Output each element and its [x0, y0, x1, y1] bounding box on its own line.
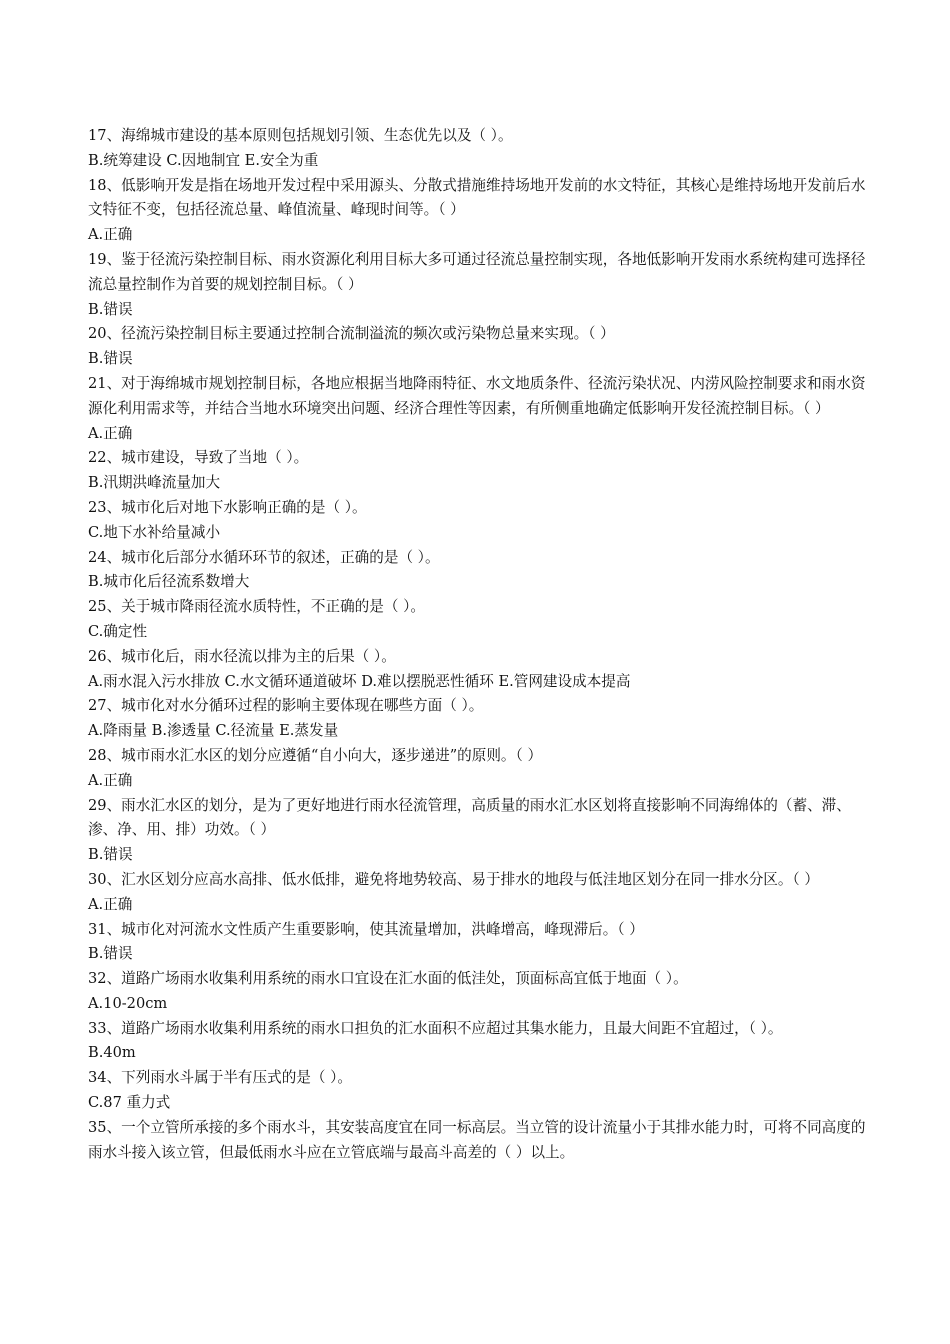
- question-21: 21、对于海绵城市规划控制目标，各地应根据当地降雨特征、水文地质条件、径流污染状况、内涝风险控制要求和雨水资源化利用需求等，并结合当地水环境突出问题、经济合理性等因素，有所侧重地确定低影响开发径流控制目标。（ ）: [88, 374, 866, 417]
- question-29: 29、雨水汇水区的划分，是为了更好地进行雨水径流管理，高质量的雨水汇水区划将直接影响不同海绵体的（蓄、滞、渗、净、用、排）功效。（ ）: [88, 796, 851, 839]
- question-35: 35、一个立管所承接的多个雨水斗，其安装高度宜在同一标高层。当立管的设计流量小于其排水能力时，可将不同高度的雨水斗接入该立管，但最低雨水斗应在立管底端与最高斗高差的（ ）以上。: [88, 1118, 866, 1161]
- question-22: 22、城市建设，导致了当地（ ）。: [88, 449, 309, 467]
- answer-25: C.确定性: [88, 622, 148, 640]
- answer-34: C.87 重力式: [88, 1094, 171, 1112]
- answer-28: A.正确: [88, 771, 133, 789]
- answer-24: B.城市化后径流系数增大: [88, 573, 250, 591]
- answer-27: A.降雨量 B.渗透量 C.径流量 E.蒸发量: [88, 722, 339, 740]
- question-33: 33、道路广场雨水收集利用系统的雨水口担负的汇水面积不应超过其集水能力，且最大间距不宜超过，（ ）。: [88, 1019, 783, 1037]
- answer-30: A.正确: [88, 895, 133, 913]
- answer-22: B.汛期洪峰流量加大: [88, 474, 221, 492]
- answer-33: B.40m: [88, 1044, 136, 1062]
- answer-31: B.错误: [88, 945, 133, 963]
- answer-17: B.统筹建设 C.因地制宜 E.安全为重: [88, 151, 319, 169]
- question-23: 23、城市化后对地下水影响正确的是（ ）。: [88, 498, 367, 516]
- question-27: 27、城市化对水分循环过程的影响主要体现在哪些方面（ ）。: [88, 697, 484, 715]
- question-30: 30、汇水区划分应高水高排、低水低排，避免将地势较高、易于排水的地段与低洼地区划分在同一排水分区。（ ）: [88, 870, 820, 888]
- answer-20: B.错误: [88, 350, 133, 368]
- document-page: [88, 124, 868, 1165]
- question-25: 25、关于城市降雨径流水质特性，不正确的是（ ）。: [88, 598, 425, 616]
- answer-26: A.雨水混入污水排放 C.水文循环通道破坏 D.难以摆脱恶性循环 E.管网建设成本提高: [88, 672, 631, 690]
- question-18: 18、低影响开发是指在场地开发过程中采用源头、分散式措施维持场地开发前的水文特征，其核心是维持场地开发前后水文特征不变，包括径流总量、峰值流量、峰现时间等。（ ）: [88, 176, 866, 219]
- question-24: 24、城市化后部分水循环环节的叙述，正确的是（ ）。: [88, 548, 440, 566]
- question-20: 20、径流污染控制目标主要通过控制合流制溢流的频次或污染物总量来实现。（ ）: [88, 325, 615, 343]
- answer-18: A.正确: [88, 226, 133, 244]
- answer-32: A.10-20cm: [88, 994, 168, 1012]
- question-34: 34、下列雨水斗属于半有压式的是（ ）。: [88, 1069, 353, 1087]
- question-31: 31、城市化对河流水文性质产生重要影响，使其流量增加，洪峰增高，峰现滞后。（ ）: [88, 920, 644, 938]
- answer-23: C.地下水补给量减小: [88, 523, 221, 541]
- question-17: 17、海绵城市建设的基本原则包括规划引领、生态优先以及（ ）。: [88, 127, 513, 144]
- answer-29: B.错误: [88, 846, 133, 864]
- answer-21: A.正确: [88, 424, 133, 442]
- answer-19: B.错误: [88, 300, 133, 318]
- question-28: 28、城市雨水汇水区的划分应遵循“自小向大，逐步递进”的原则。（ ）: [88, 746, 543, 764]
- question-26: 26、城市化后，雨水径流以排为主的后果（ ）。: [88, 647, 396, 665]
- question-19: 19、鉴于径流污染控制目标、雨水资源化利用目标大多可通过径流总量控制实现，各地低影响开发雨水系统构建可选择径流总量控制作为首要的规划控制目标。（ ）: [88, 250, 866, 293]
- question-32: 32、道路广场雨水收集利用系统的雨水口宜设在汇水面的低洼处，顶面标高宜低于地面（ ）。: [88, 970, 688, 988]
